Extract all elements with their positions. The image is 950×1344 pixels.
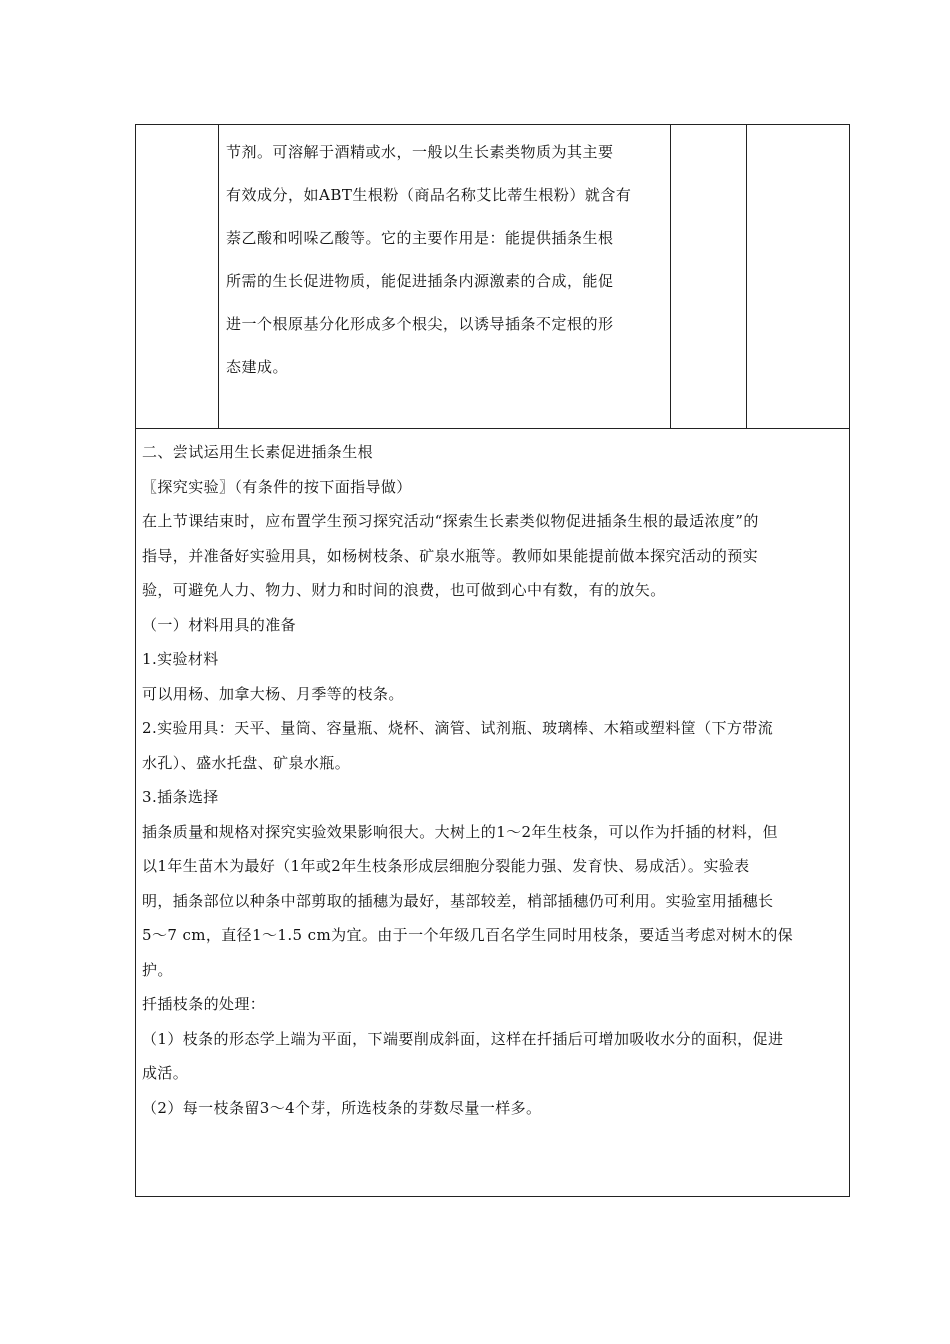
- text-line: 验，可避免人力、物力、财力和时间的浪费，也可做到心中有数，有的放矢。: [142, 581, 666, 599]
- text-line: 节剂。可溶解于酒精或水，一般以生长素类物质为其主要: [226, 143, 614, 161]
- text-line: 态建成。: [226, 358, 289, 376]
- text-line: 有效成分，如ABT生根粉（商品名称艾比蒂生根粉）就含有: [226, 186, 632, 204]
- empty-cell: [136, 125, 219, 429]
- empty-cell: [747, 125, 850, 429]
- table-row: [136, 125, 850, 429]
- subheading: 〖探究实验〗（有条件的按下面指导做）: [142, 477, 412, 496]
- subheading: 1.实验材料: [142, 650, 219, 668]
- text-line: 5～7 cm，直径1～1.5 cm为宜。由于一个年级几百名学生同时用枝条，要适当考虑对树木的保: [142, 926, 794, 944]
- body-text: [136, 429, 849, 1125]
- text-line: 萘乙酸和吲哚乙酸等。它的主要作用是：能提供插条生根: [226, 229, 614, 247]
- text-line: 以1年生苗木为最好（1年或2年生枝条形成层细胞分裂能力强、发育快、易成活）。实验表: [142, 857, 750, 875]
- table-row: [136, 429, 850, 1197]
- subheading: （一）材料用具的准备: [142, 615, 297, 634]
- text-line: 明，插条部位以种条中部剪取的插穗为最好，基部较差，梢部插穗仍可利用。实验室用插穗长: [142, 891, 774, 910]
- text-line: 成活。: [142, 1064, 189, 1082]
- text-line: （1）枝条的形态学上端为平面，下端要削成斜面，这样在扦插后可增加吸收水分的面积，促进: [142, 1029, 784, 1048]
- text-line: 水孔）、盛水托盘、矿泉水瓶。: [142, 753, 351, 772]
- text-line: 可以用杨、加拿大杨、月季等的枝条。: [142, 684, 404, 703]
- section-heading: 二、尝试运用生长素促进插条生根: [142, 443, 374, 461]
- paragraph: [219, 125, 670, 389]
- empty-cell: [671, 125, 747, 429]
- text-line: 所需的生长促进物质，能促进插条内源激素的合成，能促: [226, 272, 614, 290]
- text-line: 护。: [142, 960, 173, 979]
- text-line: 插条质量和规格对探究实验效果影响很大。大树上的1～2年生枝条，可以作为扦插的材料，但: [142, 822, 778, 841]
- text-line: （2）每一枝条留3～4个芽，所选枝条的芽数尽量一样多。: [142, 1098, 542, 1117]
- lesson-table: [135, 124, 850, 1197]
- main-content-cell: [136, 429, 850, 1197]
- text-line: 指导，并准备好实验用具，如杨树枝条、矿泉水瓶等。教师如果能提前做本探究活动的预实: [142, 546, 759, 565]
- text-line: 在上节课结束时，应布置学生预习探究活动“探索生长素类似物促进插条生根的最适浓度”的: [142, 512, 759, 530]
- text-line: 2.实验用具：天平、量筒、容量瓶、烧杯、滴管、试剂瓶、玻璃棒、木箱或塑料筐（下方带流: [142, 719, 774, 737]
- subheading: 3.插条选择: [142, 788, 219, 806]
- text-line: 进一个根原基分化形成多个根尖，以诱导插条不定根的形: [226, 315, 614, 333]
- content-cell: [219, 125, 671, 429]
- subheading: 扦插枝条的处理：: [142, 995, 266, 1013]
